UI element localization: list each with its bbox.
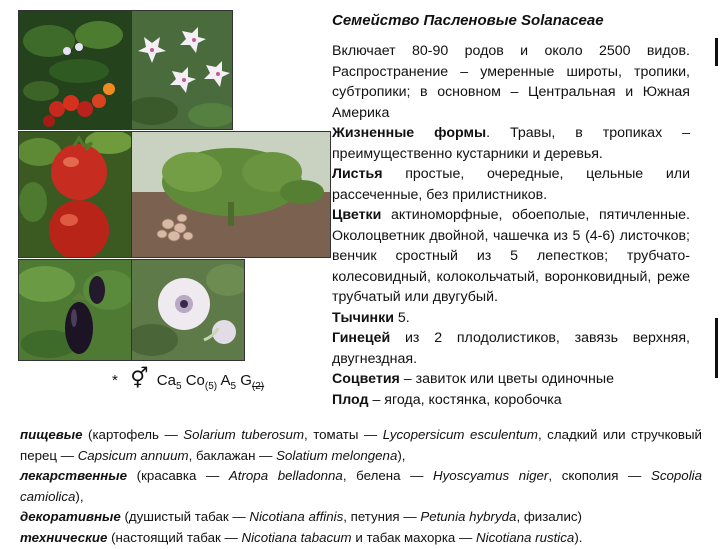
use-item bbox=[20, 466, 702, 507]
use-text: , сладкий или стручковый перец — bbox=[20, 427, 702, 463]
inflorescence-text: – завиток или цветы одиночные bbox=[399, 371, 614, 387]
use-text: , белена — bbox=[342, 468, 434, 484]
formula-corolla bbox=[185, 372, 218, 392]
species-latin-name: Petunia hybryda bbox=[420, 509, 517, 525]
species-latin-name: Capsicum annuum bbox=[77, 447, 189, 463]
actinomorphic-asterisk: * bbox=[112, 372, 118, 389]
use-text: , петуния — bbox=[343, 509, 421, 525]
species-latin-name: Solatium melongena bbox=[276, 447, 398, 463]
leaves-text: простые, очередные, цельные или рассеченные, без прилистников. bbox=[332, 166, 690, 203]
photo-nightshade-berries bbox=[18, 10, 132, 130]
gynoecium-text: из 2 плодолистиков, завязь верхняя, двугнездная. bbox=[332, 330, 690, 367]
species-latin-name: Nicotiana tabacum bbox=[241, 529, 352, 545]
use-category-label: пищевые bbox=[20, 427, 83, 442]
species-latin-name: Nicotiana rustica bbox=[476, 529, 575, 545]
use-text: (красавка — bbox=[127, 468, 229, 484]
fruit-label: Плод bbox=[332, 391, 369, 408]
corolla-symbol: Co bbox=[185, 372, 205, 389]
flowers-text: актиноморфные, обоеполые, пятичленные. Околоцветник двойной, чашечка из 5 (4-6) листочков; венчик сростный из 5 лепестков; трубчато-колесовидный, колокольчатый, воронковидный, реже трубчатый или двугубый. bbox=[332, 207, 690, 305]
formula-gynoecium bbox=[240, 372, 265, 392]
family-description bbox=[332, 41, 690, 410]
formula-androecium bbox=[220, 372, 237, 392]
photo-eggplant bbox=[18, 259, 132, 361]
fruit-text: – ягода, костянка, коробочка bbox=[368, 391, 562, 408]
androecium-symbol: A bbox=[220, 372, 231, 389]
use-text: и табак махорка — bbox=[351, 529, 477, 545]
flowers-label: Цветки bbox=[332, 207, 382, 223]
use-item bbox=[20, 528, 702, 549]
formula-calyx bbox=[156, 372, 182, 392]
use-text: , скополия — bbox=[548, 468, 651, 484]
use-text: ), bbox=[397, 447, 406, 463]
use-text: , физалис) bbox=[516, 509, 582, 525]
economic-uses bbox=[20, 425, 702, 549]
species-latin-name: Nicotiana affinis bbox=[249, 509, 344, 525]
species-latin-name: Solarium tuberosum bbox=[183, 427, 305, 442]
gynoecium-count: (2) bbox=[251, 381, 265, 392]
use-item bbox=[20, 507, 702, 528]
use-item bbox=[20, 425, 702, 466]
use-category-label: технические bbox=[20, 529, 108, 545]
life-forms-label: Жизненные формы bbox=[332, 125, 487, 141]
calyx-count: 5 bbox=[175, 381, 182, 392]
corolla-count: (5) bbox=[204, 381, 218, 392]
page-title: Семейство Пасленовые Solanaceae bbox=[332, 12, 604, 29]
use-text: (картофель — bbox=[82, 427, 184, 442]
photo-tobacco-flowers bbox=[131, 10, 233, 130]
inflorescence-label: Соцветия bbox=[332, 371, 400, 387]
calyx-symbol: Ca bbox=[156, 372, 176, 389]
use-text: , баклажан — bbox=[188, 447, 277, 463]
edge-marker-top bbox=[715, 38, 718, 66]
gynoecium-symbol: G bbox=[240, 372, 252, 389]
species-latin-name: Atropa belladonna bbox=[228, 468, 343, 484]
use-category-label: декоративные bbox=[20, 509, 121, 525]
photo-tomatoes bbox=[18, 131, 132, 258]
use-text: (душистый табак — bbox=[120, 509, 250, 525]
use-text: , томаты — bbox=[304, 427, 383, 442]
bisexual-icon: ⚥ bbox=[130, 368, 149, 390]
species-latin-name: Lycopersicum esculentum bbox=[382, 427, 538, 442]
use-text: ). bbox=[574, 529, 583, 545]
species-latin-name: Hyoscyamus niger bbox=[433, 468, 549, 484]
photo-henbane-flower bbox=[131, 259, 245, 361]
use-category-label: лекарственные bbox=[20, 468, 128, 484]
gynoecium-label: Гинецей bbox=[332, 330, 391, 346]
intro-text: Включает 80-90 родов и около 2500 видов. Распространение – умеренные широты, тропики, субтропики; в основном – Центральная и Южная Америка bbox=[332, 43, 690, 121]
photo-potato-plant bbox=[131, 131, 331, 258]
life-forms-text: . Травы, в тропиках – преимущественно кустарники и деревья. bbox=[332, 125, 690, 162]
stamens-label: Тычинки bbox=[332, 309, 394, 326]
leaves-label: Листья bbox=[332, 166, 383, 182]
androecium-count: 5 bbox=[230, 381, 237, 392]
stamens-text: 5. bbox=[393, 309, 410, 326]
use-text: ), bbox=[75, 488, 84, 504]
flower-formula bbox=[112, 366, 264, 392]
use-text: (настоящий табак — bbox=[107, 529, 242, 545]
species-latin-name: Scopolia camiolica bbox=[20, 468, 703, 504]
edge-marker-bottom bbox=[715, 318, 718, 378]
